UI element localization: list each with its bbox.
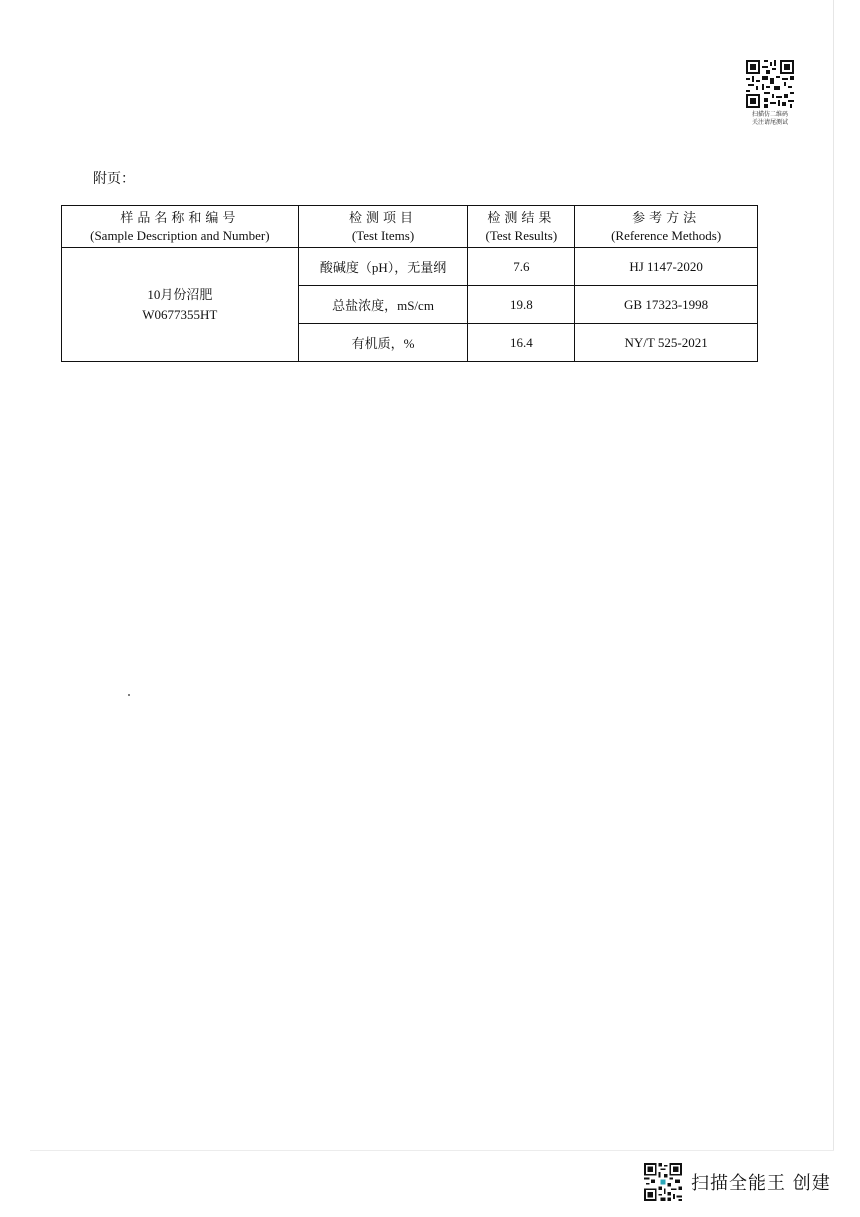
test-results-table (61, 205, 758, 362)
reference-method-cell: HJ 1147-2020 (575, 248, 758, 286)
header-methods (575, 206, 758, 248)
test-result-cell: 16.4 (468, 324, 575, 362)
test-result-cell: 19.8 (468, 286, 575, 324)
footer-qr-code-icon (644, 1163, 682, 1201)
page-right-edge (833, 0, 834, 1150)
scanner-watermark (644, 1163, 831, 1201)
sample-number: W0677355HT (142, 306, 218, 322)
qr-code-icon (746, 60, 794, 108)
test-item-cell: 有机质，% (298, 324, 468, 362)
header-sample (62, 206, 299, 248)
header-methods-en: (Reference Methods) (611, 227, 722, 243)
test-item-cell: 酸碱度（pH），无量纲 (298, 248, 468, 286)
header-results-en: (Test Results) (485, 227, 558, 243)
header-results (468, 206, 575, 248)
scan-speck (128, 694, 130, 696)
sample-cell (62, 248, 299, 362)
header-items (298, 206, 468, 248)
test-result-cell: 7.6 (468, 248, 575, 286)
header-results-cn: 检测结果 (487, 209, 556, 225)
qr-caption (738, 111, 802, 127)
header-items-cn: 检测项目 (349, 209, 418, 225)
page-bottom-edge (30, 1150, 834, 1151)
reference-method-cell: NY/T 525-2021 (575, 324, 758, 362)
table-row (62, 248, 758, 286)
sample-name: 10月份沼肥 (147, 286, 213, 302)
test-item-cell: 总盐浓度，mS/cm (298, 286, 468, 324)
header-methods-cn: 参考方法 (632, 209, 701, 225)
scanner-watermark-text: 扫描全能王 创建 (691, 1173, 831, 1194)
qr-caption-line-1: 扫描仿二维码 (751, 111, 788, 118)
reference-method-cell: GB 17323-1998 (575, 286, 758, 324)
qr-caption-line-2: 关注请尾测试 (751, 119, 788, 126)
header-sample-cn: 样品名称和编号 (120, 209, 240, 225)
header-items-en: (Test Items) (351, 227, 415, 243)
header-sample-en: (Sample Description and Number) (90, 227, 270, 243)
appendix-label: 附页： (93, 171, 135, 187)
table-header-row (62, 206, 758, 248)
